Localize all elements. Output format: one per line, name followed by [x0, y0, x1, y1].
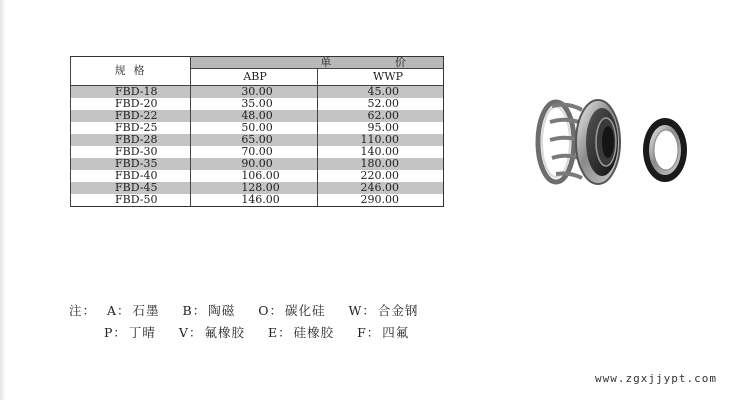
site-watermark: www.zgxjjypt.com [595, 372, 717, 385]
wwp-price-cell: 220.00 [317, 170, 443, 182]
unit-price-header [191, 57, 444, 69]
legend-line-1 [69, 300, 436, 322]
spec-cell: FBD-45 [71, 182, 191, 194]
legend-key: A： [107, 303, 131, 318]
legend-prefix: 注： [69, 303, 97, 318]
legend-value: 陶磁 [208, 303, 236, 318]
unit-price-header-char-2: 价 [394, 56, 406, 69]
legend-value: 合金钢 [377, 303, 419, 318]
page-edge-shade [0, 0, 6, 400]
wwp-price-cell: 180.00 [317, 158, 443, 170]
legend-key: V： [178, 325, 203, 340]
spec-cell: FBD-25 [71, 122, 191, 134]
spec-cell: FBD-20 [71, 98, 191, 110]
wwp-price-cell: 290.00 [317, 194, 443, 207]
spec-cell: FBD-35 [71, 158, 191, 170]
seat-ring [643, 118, 687, 182]
unit-price-header-char-1: 单 [320, 56, 332, 69]
spec-cell: FBD-18 [71, 86, 191, 99]
abp-price-cell: 128.00 [191, 182, 317, 194]
legend-key: O： [258, 303, 283, 318]
seal-body [538, 100, 620, 184]
legend-line-2 [69, 322, 436, 344]
abp-price-cell: 48.00 [191, 110, 317, 122]
spec-cell: FBD-22 [71, 110, 191, 122]
wwp-price-cell: 140.00 [317, 146, 443, 158]
wwp-price-cell: 110.00 [317, 134, 443, 146]
abp-price-cell: 50.00 [191, 122, 317, 134]
abp-price-cell: 90.00 [191, 158, 317, 170]
legend-value: 四氟 [382, 325, 410, 340]
spec-cell: FBD-30 [71, 146, 191, 158]
wwp-price-cell: 45.00 [317, 86, 443, 99]
legend-value: 石墨 [132, 303, 160, 318]
spec-cell: FBD-50 [71, 194, 191, 207]
abp-price-cell: 70.00 [191, 146, 317, 158]
legend-value: 硅橡胶 [293, 325, 335, 340]
wwp-column-header: WWP [317, 69, 443, 86]
abp-column-header: ABP [191, 69, 317, 86]
wwp-price-cell: 62.00 [317, 110, 443, 122]
legend-value: 碳化硅 [284, 303, 326, 318]
price-table [70, 56, 444, 207]
legend-key: E： [267, 325, 292, 340]
table-row [71, 194, 444, 207]
legend-value: 氟橡胶 [204, 325, 245, 340]
legend-value: 丁晴 [128, 325, 156, 340]
wwp-price-cell: 52.00 [317, 98, 443, 110]
legend-key: W： [348, 303, 376, 318]
abp-price-cell: 146.00 [191, 194, 317, 207]
spec-cell: FBD-40 [71, 170, 191, 182]
abp-price-cell: 106.00 [191, 170, 317, 182]
wwp-price-cell: 246.00 [317, 182, 443, 194]
material-legend [69, 300, 436, 344]
wwp-price-cell: 95.00 [317, 122, 443, 134]
mechanical-seal-image [530, 92, 700, 192]
abp-price-cell: 30.00 [191, 86, 317, 99]
abp-price-cell: 65.00 [191, 134, 317, 146]
abp-price-cell: 35.00 [191, 98, 317, 110]
legend-key: F： [357, 325, 381, 340]
legend-key: P： [104, 325, 127, 340]
spec-cell: FBD-28 [71, 134, 191, 146]
legend-key: B： [182, 303, 207, 318]
spec-header: 规格 [71, 57, 191, 86]
